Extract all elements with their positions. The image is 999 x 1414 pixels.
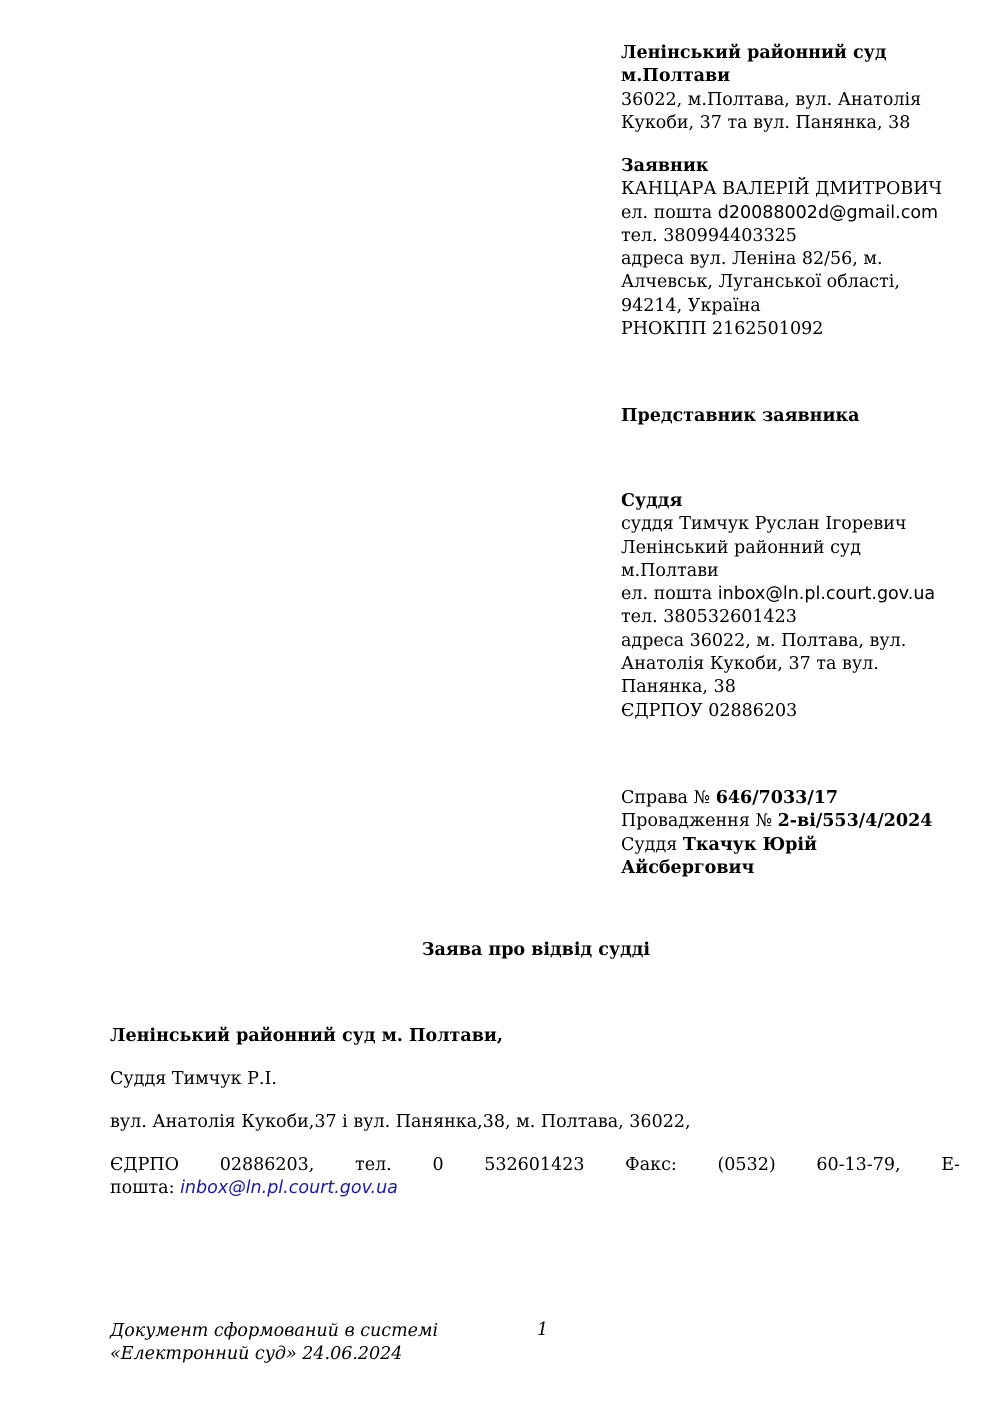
- body-contacts: [110, 1154, 960, 1200]
- case-judge-label: Суддя: [621, 834, 678, 855]
- court-block: [621, 42, 971, 135]
- contacts-word: Е-: [941, 1155, 960, 1175]
- judge-name: суддя Тимчук Руслан Ігоревич: [621, 514, 907, 535]
- applicant-email-line: [621, 202, 971, 225]
- case-judge-line: [621, 834, 971, 857]
- footer: [110, 1320, 438, 1367]
- footer-line2: «Електронний суд» 24.06.2024: [110, 1344, 403, 1365]
- body-court-name: Ленінський районний суд м. Полтави,: [110, 1026, 503, 1046]
- applicant-block: [621, 155, 971, 341]
- judge-email: inbox@ln.pl.court.gov.ua: [717, 584, 936, 605]
- judge-court-line2: м.Полтави: [621, 560, 719, 581]
- case-label: Справа №: [621, 788, 711, 808]
- court-address-line2: Кукоби, 37 та вул. Панянка, 38: [621, 112, 911, 133]
- contacts-word: 532601423: [484, 1155, 585, 1175]
- court-name-line1: Ленінський районний суд: [621, 43, 887, 63]
- body-contacts-row: [110, 1154, 960, 1177]
- judge-email-line: [621, 583, 971, 606]
- contacts-word: 60-13-79,: [816, 1155, 901, 1175]
- proceeding-number: 2-ві/553/4/2024: [777, 811, 933, 832]
- contacts-word: (0532): [717, 1155, 776, 1175]
- case-block: [621, 787, 971, 880]
- document-title: Заява про відвід судді: [421, 940, 651, 960]
- applicant-email: d20088002d@gmail.com: [717, 202, 939, 223]
- body-email-prefix: пошта:: [110, 1178, 175, 1198]
- contacts-word: ЄДРПО: [110, 1155, 180, 1175]
- judge-heading: Суддя: [621, 491, 683, 511]
- representative-heading: Представник заявника: [621, 406, 860, 426]
- case-judge-name-line2: Айсбергович: [621, 857, 755, 878]
- body-email-link[interactable]: inbox@ln.pl.court.gov.ua: [180, 1178, 398, 1198]
- court-name-line2: м.Полтави: [621, 66, 731, 87]
- proceeding-label: Провадження №: [621, 811, 773, 832]
- judge-address-line1: адреса 36022, м. Полтава, вул.: [621, 630, 907, 651]
- footer-line1: Документ сформований в системі: [110, 1321, 439, 1341]
- judge-phone: тел. 380532601423: [621, 607, 797, 628]
- applicant-address-line1: адреса вул. Леніна 82/56, м.: [621, 249, 883, 270]
- proceeding-line: [621, 810, 971, 833]
- applicant-phone: тел. 380994403325: [621, 225, 797, 246]
- case-judge-name-line1: Ткачук Юрій: [682, 834, 817, 855]
- applicant-tax-id: РНОКПП 2162501092: [621, 319, 824, 340]
- body-address: вул. Анатолія Кукоби,37 і вул. Панянка,38, м. Полтава, 36022,: [110, 1112, 691, 1132]
- judge-address-line2: Анатолія Кукоби, 37 та вул.: [621, 654, 879, 675]
- applicant-heading: Заявник: [621, 156, 709, 176]
- contacts-word: 0: [432, 1155, 444, 1175]
- case-number-line: [621, 787, 971, 810]
- representative-block: [621, 405, 971, 428]
- applicant-address-line2: Алчевськ, Луганської області,: [621, 272, 900, 293]
- contacts-word: 02886203,: [219, 1155, 315, 1175]
- judge-edrpou: ЄДРПОУ 02886203: [621, 700, 798, 721]
- page-number: 1: [537, 1320, 549, 1340]
- applicant-address-line3: 94214, Україна: [621, 295, 761, 316]
- judge-email-label: ел. пошта: [621, 584, 713, 605]
- court-address-line1: 36022, м.Полтава, вул. Анатолія: [621, 89, 922, 110]
- applicant-email-label: ел. пошта: [621, 202, 713, 223]
- applicant-name: КАНЦАРА ВАЛЕРІЙ ДМИТРОВИЧ: [621, 179, 943, 200]
- judge-court-line1: Ленінський районний суд: [621, 537, 861, 558]
- contacts-word: Факс:: [625, 1155, 677, 1175]
- body-email-line: [110, 1177, 960, 1200]
- contacts-word: тел.: [355, 1155, 392, 1175]
- body-judge: Суддя Тимчук Р.І.: [110, 1069, 277, 1089]
- judge-block: [621, 490, 971, 723]
- case-number: 646/7033/17: [715, 788, 839, 808]
- judge-address-line3: Панянка, 38: [621, 677, 736, 698]
